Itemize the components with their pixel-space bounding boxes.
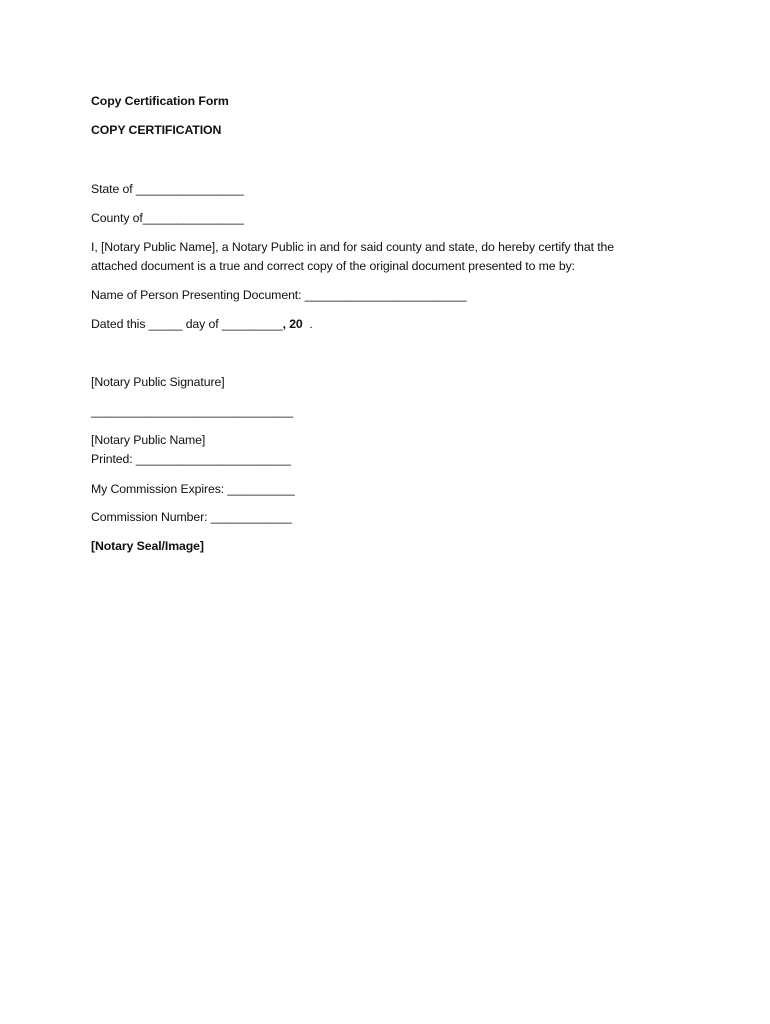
- certification-statement: [91, 238, 661, 276]
- notary-seal-label: [Notary Seal/Image]: [91, 539, 204, 553]
- dated-year: , 20: [282, 317, 303, 331]
- certification-heading: COPY CERTIFICATION: [91, 123, 222, 137]
- certification-statement-line-2: attached document is a true and correct copy of the original document presented to me by:: [91, 259, 575, 273]
- presenter-name-line: Name of Person Presenting Document: ________________________: [91, 288, 467, 302]
- notary-name-label: [Notary Public Name]: [91, 433, 206, 447]
- dated-line: [91, 315, 313, 334]
- commission-expires-line: My Commission Expires: __________: [91, 482, 295, 496]
- dated-prefix: Dated this _____ day of _________: [91, 317, 283, 331]
- signature-label: [Notary Public Signature]: [91, 375, 225, 389]
- state-line: State of ________________: [91, 182, 244, 196]
- signature-blank: ______________________________: [91, 404, 294, 418]
- certification-statement-line-1: I, [Notary Public Name], a Notary Public in and for said county and state, do hereby certify that the: [91, 240, 615, 254]
- dated-suffix: .: [302, 317, 313, 331]
- county-line: County of_______________: [91, 211, 244, 225]
- printed-name-line: Printed: _______________________: [91, 452, 291, 466]
- form-title: Copy Certification Form: [91, 94, 229, 108]
- commission-number-line: Commission Number: ____________: [91, 510, 292, 524]
